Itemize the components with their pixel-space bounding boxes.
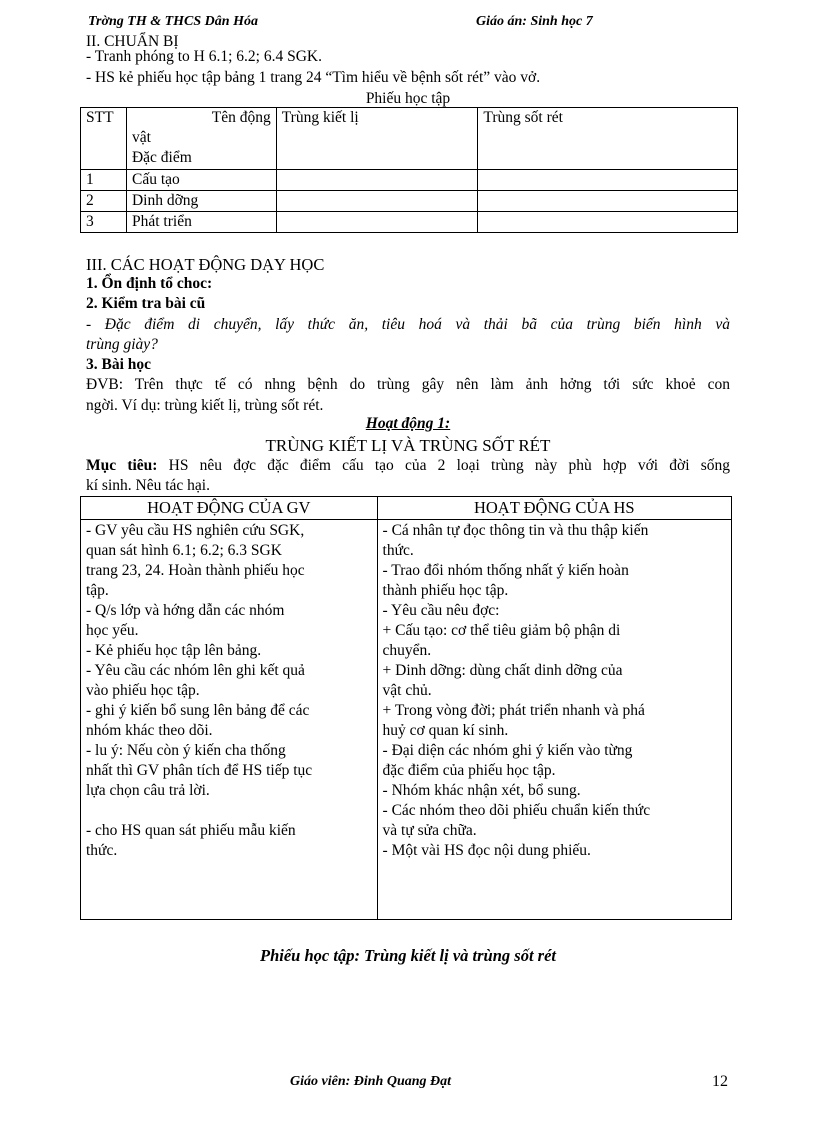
gv-line: nhóm khác theo dõi. [86, 722, 213, 739]
hs-line: - Một vài HS đọc nội dung phiếu. [382, 842, 591, 859]
gv-line: - Q/s lớp và hớng dẫn các nhóm [86, 602, 285, 619]
gv-line: - Kẻ phiếu học tập lên bảng. [86, 642, 262, 659]
col-animal-label: Tên động [211, 109, 271, 126]
gv-line: thức. [86, 842, 118, 859]
row-label: Phát triển [126, 212, 276, 233]
hs-line: + Cấu tạo: cơ thể tiêu giảm bộ phận di [382, 622, 621, 639]
worksheet-caption: Phiếu học tập [365, 90, 451, 107]
activity-title: TRÙNG KIẾT LỊ VÀ TRÙNG SỐT RÉT [265, 436, 551, 455]
activity-table [80, 496, 732, 920]
gv-line: nhất thì GV phân tích để HS tiếp tục [86, 762, 313, 779]
table-row [81, 212, 738, 233]
gv-line: - Yêu cầu các nhóm lên ghi kết quả [86, 662, 305, 679]
section2-title: II. CHUẨN BỊ [86, 33, 179, 50]
gv-line: học yếu. [86, 622, 139, 639]
footer-teacher: Giáo viên: Đinh Quang Đạt [290, 1074, 452, 1089]
gv-line: - ghi ý kiến bổ sung lên bảng để các [86, 702, 310, 719]
gv-line [86, 801, 372, 821]
gv-line: - cho HS quan sát phiếu mẫu kiến [86, 822, 296, 839]
row-cell [478, 191, 738, 212]
worksheet-header-row [81, 108, 738, 170]
gv-line: tập. [86, 582, 109, 599]
gv-line: lựa chọn câu trả lời. [86, 782, 210, 799]
row-cell [276, 170, 478, 191]
hs-line: huỷ cơ quan kí sinh. [382, 722, 509, 739]
gv-line: quan sát hình 6.1; 6.2; 6.3 SGK [86, 542, 282, 559]
col-dysentery: Trùng kiết lị [276, 108, 478, 170]
activity-goal-line2: kí sinh. Nêu tác hại. [86, 477, 210, 494]
hs-line: - Các nhóm theo dõi phiếu chuẩn kiến thức [382, 802, 651, 819]
row-label: Cấu tạo [126, 170, 276, 191]
heading-on-dinh: 1. Ổn định tổ choc: [86, 275, 213, 292]
heading-bai-hoc: 3. Bài học [86, 356, 152, 373]
activity-label: Hoạt động 1: [365, 415, 451, 432]
section2-item-2: - HS kẻ phiếu học tập bảng 1 trang 24 “Tìm hiểu về bệnh sốt rét” vào vở. [86, 69, 541, 86]
hs-line: - Nhóm khác nhận xét, bổ sung. [382, 782, 581, 799]
activity-goal-line1 [86, 456, 730, 476]
hs-line: thức. [382, 542, 414, 559]
col-stt: STT [81, 108, 127, 170]
intro-line1: ĐVB: Trên thực tế có nhng bệnh do trùng gây nên làm ảnh hởng tới sức khoẻ con [86, 376, 730, 393]
table-row [81, 191, 738, 212]
hs-line: - Đại diện các nhóm ghi ý kiến vào từng [382, 742, 633, 759]
row-label: Dinh dỡng [126, 191, 276, 212]
gv-activities [81, 520, 378, 920]
hs-activities [377, 520, 731, 920]
hs-line: đặc điểm của phiếu học tập. [382, 762, 556, 779]
header-school: Trờng TH & THCS Dân Hóa [88, 14, 258, 29]
gv-header: HOẠT ĐỘNG CỦA GV [81, 497, 378, 520]
intro-line2: ngời. Ví dụ: trùng kiết lị, trùng sốt rét. [86, 397, 324, 414]
hs-line: + Dinh dỡng: dùng chất dinh dỡng của [382, 662, 623, 679]
goal-label: Mục tiêu: [86, 457, 158, 474]
hs-line: chuyển. [382, 642, 432, 659]
row-cell [478, 170, 738, 191]
hs-line: + Trong vòng đời; phát triển nhanh và phá [382, 702, 645, 719]
row-cell [276, 191, 478, 212]
gv-line: trang 23, 24. Hoàn thành phiếu học [86, 562, 305, 579]
col-malaria: Trùng sốt rét [478, 108, 738, 170]
col-feature-label: Đặc điểm [131, 149, 192, 166]
header-subject: Giáo án: Sinh học 7 [476, 14, 593, 29]
row-cell [478, 212, 738, 233]
col-animal-label-2: vật [131, 129, 151, 146]
worksheet-table [80, 107, 738, 233]
section2-item-1: - Tranh phóng to H 6.1; 6.2; 6.4 SGK. [86, 48, 322, 65]
hs-line: - Yêu cầu nêu đợc: [382, 602, 500, 619]
activity-body-row [81, 520, 732, 920]
row-number: 3 [81, 212, 127, 233]
review-question-line2: trùng giày? [86, 336, 158, 353]
row-number: 1 [81, 170, 127, 191]
row-cell [276, 212, 478, 233]
gv-line: vào phiếu học tập. [86, 682, 200, 699]
review-question-line1: - Đặc điểm di chuyển, lấy thức ăn, tiêu hoá và thải bã của trùng biến hình và [86, 316, 730, 333]
goal-text: HS nêu đợc đặc điểm cấu tạo của 2 loại trùng này phù hợp với đời sống [157, 457, 730, 474]
heading-kiem-tra: 2. Kiểm tra bài cũ [86, 295, 206, 312]
gv-line: - GV yêu cầu HS nghiên cứu SGK, [86, 522, 305, 539]
hs-line: và tự sửa chữa. [382, 822, 477, 839]
gv-line: - lu ý: Nếu còn ý kiến cha thống [86, 742, 286, 759]
col-animal-feature [126, 108, 276, 170]
hs-line: - Trao đổi nhóm thống nhất ý kiến hoàn [382, 562, 629, 579]
row-number: 2 [81, 191, 127, 212]
table-row [81, 170, 738, 191]
hs-line: thành phiếu học tập. [382, 582, 509, 599]
hs-header: HOẠT ĐỘNG CỦA HS [377, 497, 731, 520]
hs-line: vật chủ. [382, 682, 432, 699]
worksheet-caption-footer: Phiếu học tập: Trùng kiết lị và trùng sốt rét [260, 946, 556, 965]
page-number: 12 [712, 1073, 728, 1090]
activity-header-row [81, 497, 732, 520]
section3-title: III. CÁC HOẠT ĐỘNG DẠY HỌC [86, 255, 325, 274]
hs-line: - Cá nhân tự đọc thông tin và thu thập kiến [382, 522, 649, 539]
